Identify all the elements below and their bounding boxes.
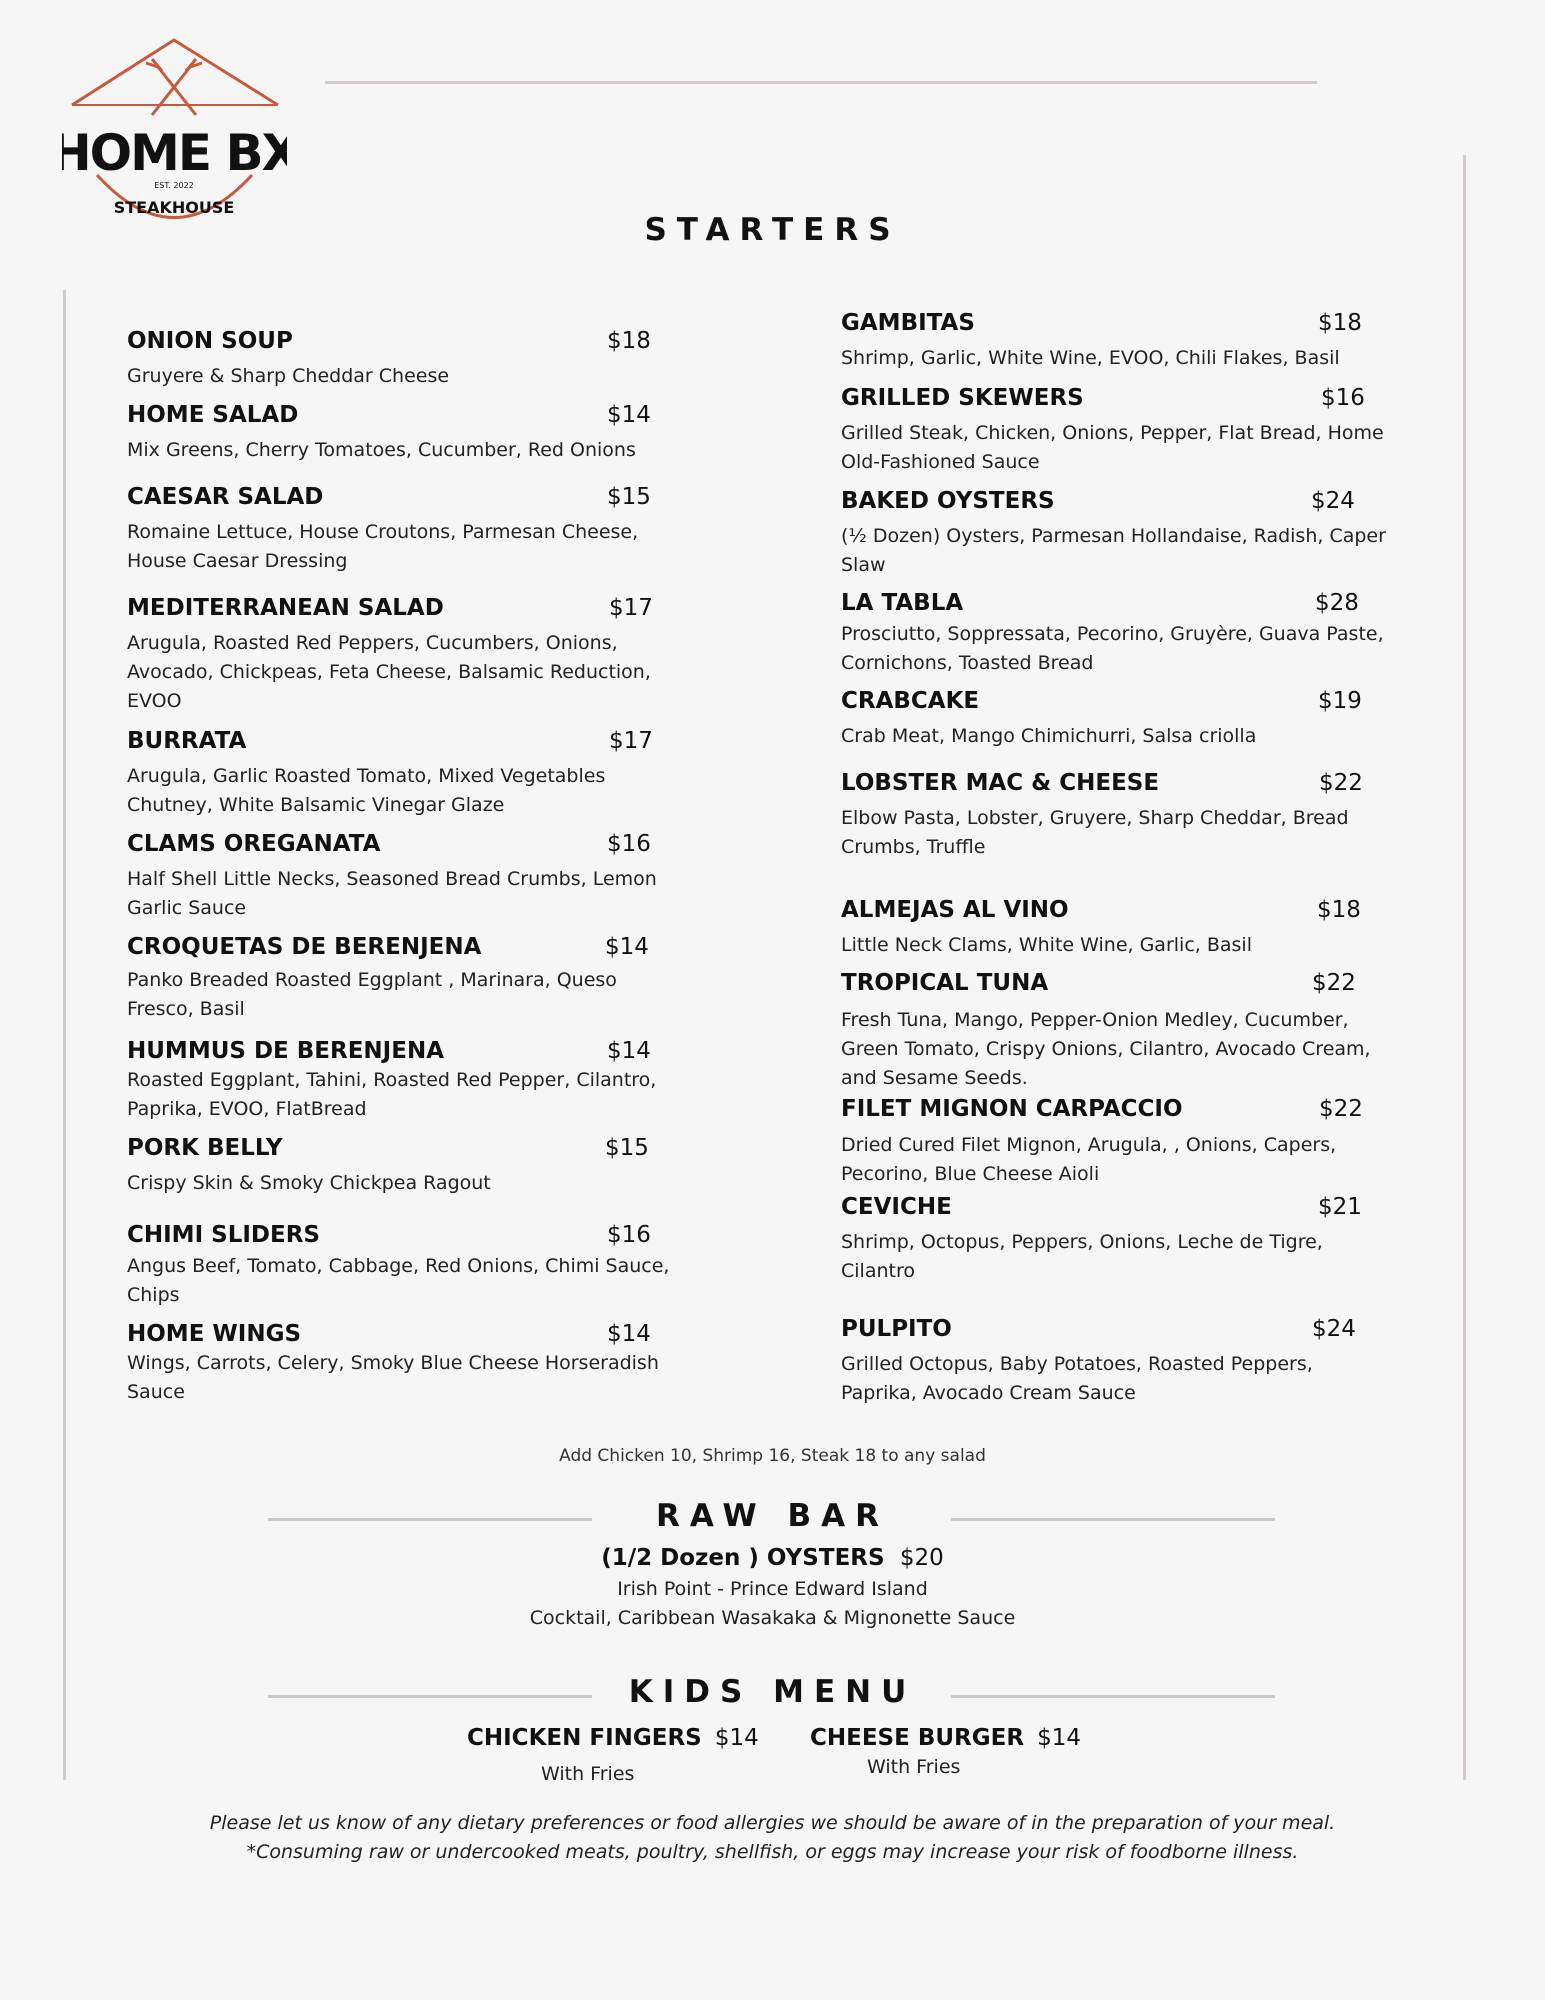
- item-price: $24: [1311, 488, 1355, 514]
- starters-title: STARTERS: [644, 212, 901, 248]
- item-description: Shrimp, Garlic, White Wine, EVOO, Chili Flakes, Basil: [841, 347, 1340, 369]
- item-description: (½ Dozen) Oysters, Parmesan Hollandaise, Radish, Caper: [841, 525, 1386, 547]
- oyster-item: [0, 1545, 1545, 1571]
- item-description: Gruyere & Sharp Cheddar Cheese: [127, 365, 450, 387]
- item-description: Romaine Lettuce, House Croutons, Parmesan Cheese,: [127, 521, 639, 543]
- item-price: $22: [1319, 770, 1363, 796]
- item-name: CLAMS OREGANATA: [127, 831, 381, 857]
- item-description: Elbow Pasta, Lobster, Gruyere, Sharp Cheddar, Bread: [841, 807, 1349, 829]
- svg-text:HOME BX: HOME BX: [62, 124, 287, 182]
- item-description: House Caesar Dressing: [127, 550, 348, 572]
- item-name: TROPICAL TUNA: [841, 970, 1049, 996]
- item-name: HUMMUS DE BERENJENA: [127, 1038, 444, 1064]
- oyster-origin: Irish Point - Prince Edward Island: [617, 1578, 928, 1600]
- item-description: Angus Beef, Tomato, Cabbage, Red Onions, Chimi Sauce,: [127, 1255, 670, 1277]
- item-name: PORK BELLY: [127, 1135, 283, 1161]
- item-price: $14: [607, 402, 651, 428]
- item-description: Slaw: [841, 554, 886, 576]
- allergy-notice: Please let us know of any dietary preferences or food allergies we should be aware of in the preparation of your meal.: [209, 1812, 1336, 1834]
- item-description: Roasted Eggplant, Tahini, Roasted Red Pepper, Cilantro,: [127, 1069, 657, 1091]
- item-description: Panko Breaded Roasted Eggplant , Marinara, Queso: [127, 969, 617, 991]
- kids-item-name: CHICKEN FINGERS: [467, 1725, 702, 1751]
- item-price: $16: [607, 831, 651, 857]
- crossed-forks-icon: [146, 59, 202, 115]
- item-name: LOBSTER MAC & CHEESE: [841, 770, 1160, 796]
- item-name: FILET MIGNON CARPACCIO: [841, 1096, 1183, 1122]
- item-name: CRABCAKE: [841, 688, 980, 714]
- item-price: $15: [605, 1135, 649, 1161]
- logo: [62, 35, 287, 235]
- oyster-price: $20: [899, 1545, 944, 1571]
- item-description: Shrimp, Octopus, Peppers, Onions, Leche de Tigre,: [841, 1231, 1323, 1253]
- item-price: $16: [1321, 385, 1365, 411]
- item-price: $24: [1312, 1316, 1356, 1342]
- item-description: Prosciutto, Soppressata, Pecorino, Gruyère, Guava Paste,: [841, 623, 1384, 645]
- item-description: Old-Fashioned Sauce: [841, 451, 1040, 473]
- item-price: $17: [609, 728, 653, 754]
- svg-text:STEAKHOUSE: STEAKHOUSE: [113, 198, 235, 217]
- item-price: $28: [1315, 590, 1359, 616]
- item-description: Sauce: [127, 1381, 185, 1403]
- item-price: $21: [1318, 1194, 1362, 1220]
- top-divider: [325, 81, 1317, 84]
- item-price: $14: [607, 1321, 651, 1347]
- item-name: PULPITO: [841, 1316, 952, 1342]
- item-description: Little Neck Clams, White Wine, Garlic, Basil: [841, 934, 1252, 956]
- item-description: Arugula, Garlic Roasted Tomato, Mixed Vegetables: [127, 765, 606, 787]
- item-name: HOME WINGS: [127, 1321, 302, 1347]
- item-description: Paprika, Avocado Cream Sauce: [841, 1382, 1136, 1404]
- item-description: Crab Meat, Mango Chimichurri, Salsa criolla: [841, 725, 1257, 747]
- raw-bar-title: RAW BAR: [656, 1498, 889, 1534]
- item-description: Green Tomato, Crispy Onions, Cilantro, Avocado Cream,: [841, 1038, 1371, 1060]
- salad-addon-note: Add Chicken 10, Shrimp 16, Steak 18 to any salad: [559, 1446, 986, 1466]
- kids-item-description: With Fries: [541, 1763, 635, 1785]
- item-description: Garlic Sauce: [127, 897, 247, 919]
- item-description: Fresco, Basil: [127, 998, 245, 1020]
- item-name: ALMEJAS AL VINO: [841, 897, 1069, 923]
- item-price: $22: [1319, 1096, 1363, 1122]
- item-price: $18: [607, 328, 651, 354]
- item-description: Cilantro: [841, 1260, 915, 1282]
- kids-menu-title: KIDS MENU: [628, 1674, 917, 1710]
- item-description: Arugula, Roasted Red Peppers, Cucumbers, Onions,: [127, 632, 618, 654]
- item-price: $14: [605, 934, 649, 960]
- item-description: Avocado, Chickpeas, Feta Cheese, Balsamic Reduction,: [127, 661, 651, 683]
- item-description: and Sesame Seeds.: [841, 1067, 1028, 1089]
- item-name: GRILLED SKEWERS: [841, 385, 1084, 411]
- kids-item-name: CHEESE BURGER: [810, 1725, 1025, 1751]
- item-description: Fresh Tuna, Mango, Pepper-Onion Medley, Cucumber,: [841, 1009, 1349, 1031]
- kids-item-description: With Fries: [867, 1756, 961, 1778]
- item-name: BURRATA: [127, 728, 247, 754]
- logo-graphic: [62, 35, 287, 235]
- item-description: Mix Greens, Cherry Tomatoes, Cucumber, Red Onions: [127, 439, 636, 461]
- item-description: Wings, Carrots, Celery, Smoky Blue Cheese Horseradish: [127, 1352, 659, 1374]
- item-description: EVOO: [127, 690, 182, 712]
- food-safety-disclaimer: *Consuming raw or undercooked meats, poultry, shellfish, or eggs may increase your risk of foodborne illness.: [246, 1841, 1299, 1863]
- item-price: $16: [607, 1222, 651, 1248]
- item-description: Grilled Octopus, Baby Potatoes, Roasted Peppers,: [841, 1353, 1313, 1375]
- item-description: Dried Cured Filet Mignon, Arugula, , Onions, Capers,: [841, 1134, 1337, 1156]
- item-price: $18: [1317, 897, 1361, 923]
- item-description: Crispy Skin & Smoky Chickpea Ragout: [127, 1172, 491, 1194]
- item-description: Chips: [127, 1284, 180, 1306]
- item-description: Cornichons, Toasted Bread: [841, 652, 1094, 674]
- item-name: CAESAR SALAD: [127, 484, 324, 510]
- item-name: ONION SOUP: [127, 328, 293, 354]
- item-name: CHIMI SLIDERS: [127, 1222, 320, 1248]
- svg-text:EST. 2022: EST. 2022: [154, 181, 194, 190]
- kids-item-price: $14: [1037, 1725, 1082, 1751]
- item-name: MEDITERRANEAN SALAD: [127, 595, 444, 621]
- item-name: BAKED OYSTERS: [841, 488, 1055, 514]
- item-description: Half Shell Little Necks, Seasoned Bread Crumbs, Lemon: [127, 868, 657, 890]
- item-price: $19: [1318, 688, 1362, 714]
- item-price: $17: [609, 595, 653, 621]
- item-price: $18: [1318, 310, 1362, 336]
- item-description: Paprika, EVOO, FlatBread: [127, 1098, 367, 1120]
- item-name: CROQUETAS DE BERENJENA: [127, 934, 482, 960]
- item-name: HOME SALAD: [127, 402, 299, 428]
- item-description: Grilled Steak, Chicken, Onions, Pepper, Flat Bread, Home: [841, 422, 1384, 444]
- kids-item-price: $14: [714, 1725, 759, 1751]
- item-price: $14: [607, 1038, 651, 1064]
- item-price: $15: [607, 484, 651, 510]
- item-name: LA TABLA: [841, 590, 964, 616]
- oyster-name: (1/2 Dozen ) OYSTERS: [601, 1545, 885, 1571]
- item-price: $22: [1312, 970, 1356, 996]
- item-name: CEVICHE: [841, 1194, 952, 1220]
- item-name: GAMBITAS: [841, 310, 975, 336]
- item-description: Chutney, White Balsamic Vinegar Glaze: [127, 794, 505, 816]
- oyster-sauces: Cocktail, Caribbean Wasakaka & Mignonette Sauce: [529, 1607, 1016, 1629]
- item-description: Pecorino, Blue Cheese Aioli: [841, 1163, 1100, 1185]
- item-description: Crumbs, Truffle: [841, 836, 986, 858]
- right-border-line: [1463, 155, 1466, 1780]
- kids-item: [810, 1725, 1081, 1751]
- kids-item: [467, 1725, 759, 1751]
